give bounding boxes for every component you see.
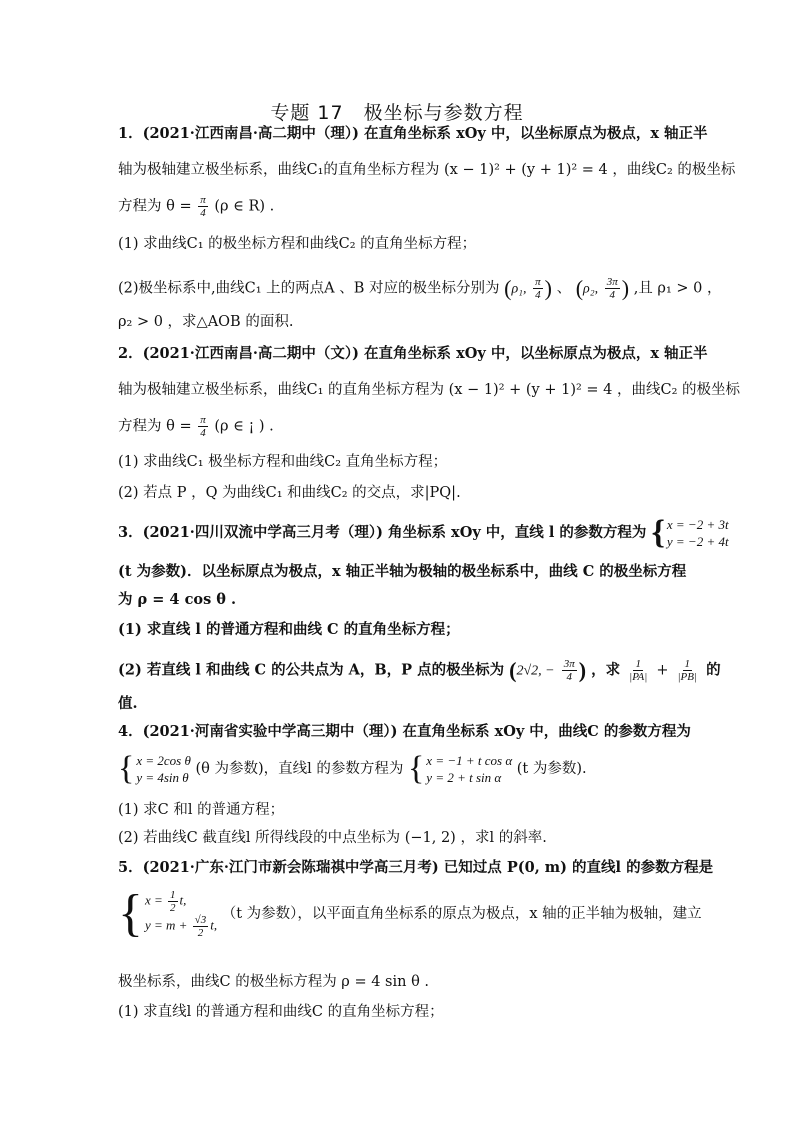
fraction: $\frac{3\pi}{4}$ bbox=[606, 276, 618, 301]
fraction: $\frac{1}{|PB|}$ bbox=[677, 658, 698, 683]
problem-1-line-2: 轴为极轴建立极坐标系，曲线C₁的直角坐标方程为 (x − 1)² + (y + 1)² = 4 ，曲线C₂ 的极坐标 bbox=[118, 162, 736, 178]
page-title: 专题 17 极坐标与参数方程 bbox=[270, 102, 524, 124]
problem-2-line-3: 方程为 θ = $\frac{\pi}{4}$ (ρ ∈ ¡ ) . bbox=[118, 414, 274, 439]
line-parametric-system: { x = −1 + t cos α y = 2 + t sin α bbox=[407, 750, 513, 787]
problem-3-line-1: 3．(2021·四川双流中学高三月考（理）) 角坐标系 xOy 中，直线 l 的参数方程为 { x = −2 + 3t y = −2 + 4t bbox=[118, 514, 729, 551]
problem-5-line-3: 极坐标系，曲线C 的极坐标方程为 ρ = 4 sin θ . bbox=[118, 974, 430, 990]
problem-2-question-2: (2) 若点 P ，Q 为曲线C₁ 和曲线C₂ 的交点，求|PQ|. bbox=[118, 485, 461, 501]
problem-2-question-1: (1) 求曲线C₁ 极坐标方程和曲线C₂ 直角坐标方程； bbox=[118, 454, 448, 470]
problem-3-question-2-cont: 值. bbox=[118, 695, 138, 712]
problem-4-line-2: { x = 2cos θ y = 4sin θ (θ 为参数)，直线l 的参数方程为 { x = −1 + t cos α y = 2 + t sin α (t 为参数). bbox=[118, 750, 587, 787]
problem-1-line-3: 方程为 θ = $\frac{\pi}{4}$ (ρ ∈ R) . bbox=[118, 194, 275, 219]
problem-3-question-2: (2) 若直线 l 和曲线 C 的公共点为 A，B，P 点的极坐标为 (2√2, − $\frac{3\pi}{4}$ ) ，求 $\frac{1}{|PA|}$ + $\frac{1}{|PB|}$ 的 bbox=[118, 657, 721, 683]
curve-parametric-system: { x = 2cos θ y = 4sin θ bbox=[118, 750, 191, 787]
problem-1-question-2: (2)极坐标系中,曲线C₁ 上的两点A 、B 对应的极坐标分别为 (ρ₁, $\frac{\pi}{4}$ ) 、 (ρ₂, $\frac{3\pi}{4}$ ) ,且 ρ₁ > 0 ， bbox=[118, 275, 722, 301]
line-parametric-system: { x = $\frac{1}{2}$ t, y = m + $\frac{√3}{2}$ t, bbox=[118, 885, 218, 942]
problem-2-line-2: 轴为极轴建立极坐标系，曲线C₁ 的直角坐标方程为 (x − 1)² + (y + 1)² = 4 ，曲线C₂ 的极坐标 bbox=[118, 382, 741, 398]
problem-5-line-2: { x = $\frac{1}{2}$ t, y = m + $\frac{√3}{2}$ t, （t 为参数），以平面直角坐标系的原点为极点，x 轴的正半轴为极轴，建立 bbox=[118, 885, 702, 942]
parametric-system: { x = −2 + 3t y = −2 + 4t bbox=[651, 514, 729, 551]
problem-2-line-1: 2．(2021·江西南昌·高二期中（文）) 在直角坐标系 xOy 中，以坐标原点为极点，x 轴正半 bbox=[118, 345, 708, 362]
fraction: $\frac{1}{|PA|}$ bbox=[629, 658, 648, 683]
problem-4-question-1: (1) 求C 和l 的普通方程； bbox=[118, 802, 285, 818]
problem-4-question-2: (2) 若曲线C 截直线l 所得线段的中点坐标为 (−1, 2) ，求l 的斜率. bbox=[118, 830, 547, 846]
problem-1-question-1: (1) 求曲线C₁ 的极坐标方程和曲线C₂ 的直角坐标方程； bbox=[118, 236, 477, 252]
fraction: $\frac{\pi}{4}$ bbox=[200, 414, 206, 439]
problem-1-line-1: 1．(2021·江西南昌·高二期中（理）) 在直角坐标系 xOy 中，以坐标原点为极点，x 轴正半 bbox=[118, 125, 708, 142]
problem-5-question-1: (1) 求直线l 的普通方程和曲线C 的直角坐标方程； bbox=[118, 1004, 444, 1020]
problem-1-question-2-cont: ρ₂ > 0 ，求△AOB 的面积. bbox=[118, 314, 294, 330]
problem-3-question-1: (1) 求直线 l 的普通方程和曲线 C 的直角坐标方程； bbox=[118, 621, 460, 638]
fraction: $\frac{\pi}{4}$ bbox=[200, 194, 206, 219]
problem-5-line-1: 5．(2021·广东·江门市新会陈瑞祺中学高三月考) 已知过点 P(0, m) 的直线l 的参数方程是 bbox=[118, 859, 714, 876]
fraction: $\frac{\pi}{4}$ bbox=[535, 276, 541, 301]
problem-3-line-2: (t 为参数)．以坐标原点为极点，x 轴正半轴为极轴的极坐标系中，曲线 C 的极坐标方程 bbox=[118, 563, 687, 580]
problem-3-line-3: 为 ρ = 4 cos θ . bbox=[118, 591, 237, 608]
problem-4-line-1: 4．(2021·河南省实验中学高三期中（理）) 在直角坐标系 xOy 中，曲线C 的参数方程为 bbox=[118, 723, 691, 740]
fraction: $\frac{3\pi}{4}$ bbox=[563, 658, 575, 683]
